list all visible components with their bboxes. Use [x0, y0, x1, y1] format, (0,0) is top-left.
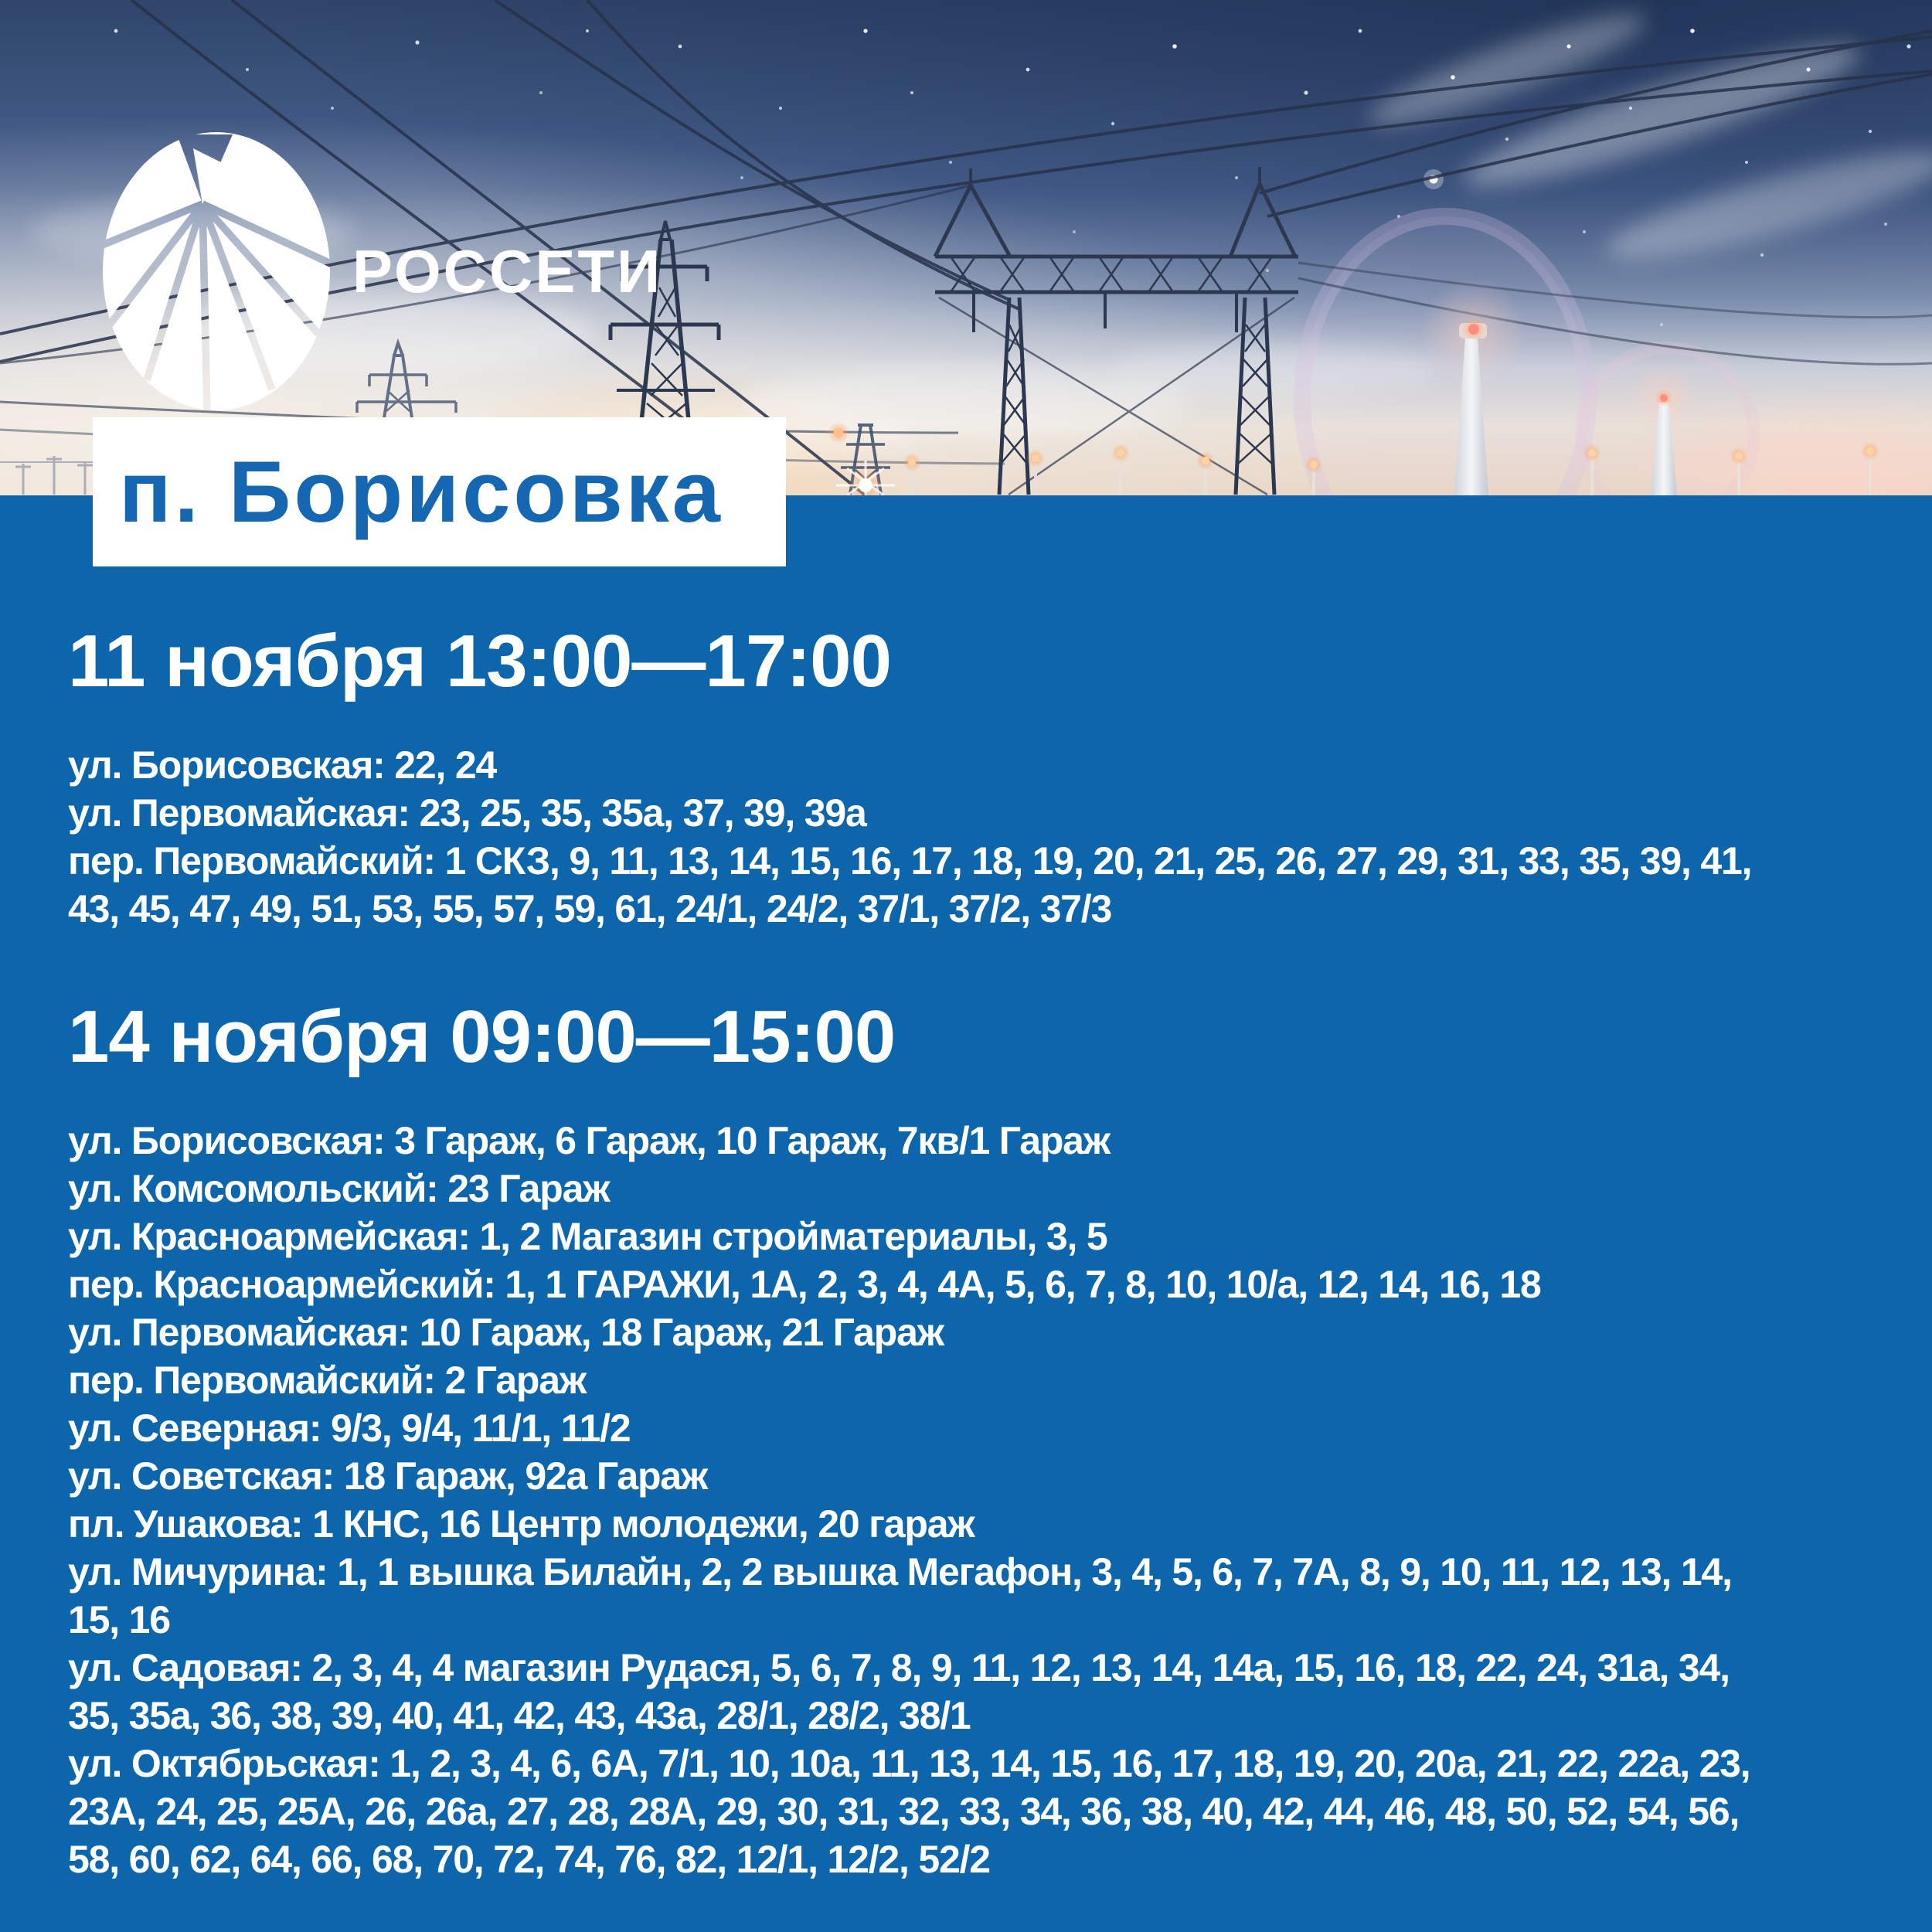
address-line: ул. Первомайская: 23, 25, 35, 35а, 37, 39, 39а	[68, 791, 866, 835]
address-line: ул. Северная: 9/3, 9/4, 11/1, 11/2	[68, 1406, 631, 1450]
address-line: ул. Комсомольский: 23 Гараж	[68, 1166, 610, 1210]
address-line: пл. Ушакова: 1 КНС, 16 Центр молодежи, 20 гараж	[68, 1502, 975, 1546]
address-line: пер. Красноармейский: 1, 1 ГАРАЖИ, 1А, 2, 3, 4, 4А, 5, 6, 7, 8, 10, 10/а, 12, 14, 16, 18	[68, 1262, 1541, 1306]
address-line: ул. Октябрьская: 1, 2, 3, 4, 6, 6А, 7/1, 10, 10а, 11, 13, 14, 15, 16, 17, 18, 19, 20, 20а, 21, 22, 22а, 23, 23А, 24, 25, 25А, 26, 26а, 27, 28, 28А, 29, 30, 31, 32, 33, 34, 36, 38, 40, 42, 44, 46, 48, 50, 52, 54, 56, 58, 60, 62, 64, 66, 68, 70, 72, 74, 76, 82, 12/1, 12/2, 52/2	[68, 1741, 1750, 1881]
address-line: пер. Первомайский: 2 Гараж	[68, 1358, 587, 1402]
brand-name: РОССЕТИ	[352, 237, 663, 305]
address-line: ул. Борисовская: 3 Гараж, 6 Гараж, 10 Гараж, 7кв/1 Гараж	[68, 1118, 1111, 1162]
address-line: пер. Первомайский: 1 СКЗ, 9, 11, 13, 14, 15, 16, 17, 18, 19, 20, 21, 25, 26, 27, 29, 31, 33, 35, 39, 41, 43, 45, 47, 49, 51, 53, 55, 57, 59, 61, 24/1, 24/2, 37/1, 37/2, 37/3	[68, 838, 1752, 930]
location-title: п. Борисовка	[119, 443, 723, 540]
brand-logo	[100, 130, 662, 413]
outage-2-heading: 14 ноября 09:00—15:00	[68, 995, 896, 1078]
address-line: ул. Советская: 18 Гараж, 92а Гараж	[68, 1454, 708, 1498]
address-line: ул. Мичурина: 1, 1 вышка Билайн, 2, 2 вышка Мегафон, 3, 4, 5, 6, 7, 7А, 8, 9, 10, 11, 12, 13, 14, 15, 16	[68, 1549, 1732, 1641]
outage-schedule	[68, 495, 1776, 1883]
outage-1-address-list	[68, 741, 1776, 933]
outage-1-heading: 11 ноября 13:00—17:00	[68, 620, 891, 702]
address-line: ул. Садовая: 2, 3, 4, 4 магазин Рудася, 5, 6, 7, 8, 9, 11, 12, 13, 14, 14а, 15, 16, 18, 22, 24, 31а, 34, 35, 35а, 36, 38, 39, 40, 41, 42, 43, 43а, 28/1, 28/2, 38/1	[68, 1645, 1730, 1737]
outage-2-address-list	[68, 1117, 1776, 1883]
rosseti-logo-icon	[100, 130, 332, 413]
address-line: ул. Красноармейская: 1, 2 Магазин стройматериалы, 3, 5	[68, 1214, 1107, 1258]
address-line: ул. Борисовская: 22, 24	[68, 743, 497, 787]
address-line: ул. Первомайская: 10 Гараж, 18 Гараж, 21 Гараж	[68, 1310, 944, 1354]
